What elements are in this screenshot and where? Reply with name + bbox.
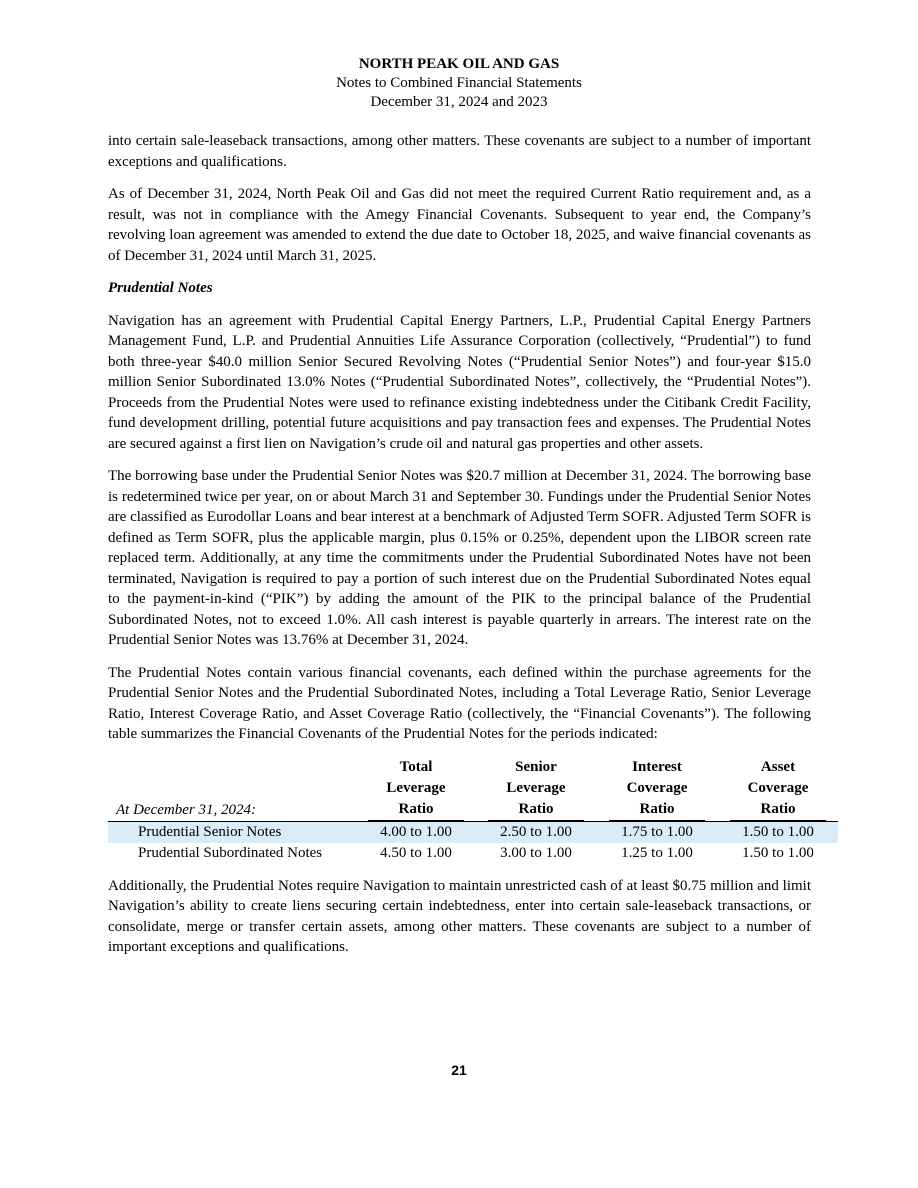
column-header-total-line3 <box>356 799 476 822</box>
page-body <box>108 131 814 970</box>
paragraph-borrowing-base: The borrowing base under the Prudential Senior Notes was $20.7 million at December 31, 2024. The borrowing base is redetermined twice per year, on or about March 31 and September 30. Fundings under the Prudential Senior Notes are classified as Eurodollar Loans and bear interest at a benchmark of Adjusted Term SOFR. Adjusted Term SOFR is defined as Term SOFR, plus the applicable margin, plus 0.15% or 0.25%, dependent upon the LIBOR screen rate replaced term. Additionally, at any time the commitments under the Prudential Subordinated Notes have not been terminated, Navigation is required to pay a portion of such interest due on the Prudential Subordinated Notes equal to the payment-in-kind (“PIK”) by adding the amount of the PIK to the principal balance of the Prudential Subordinated Notes, not to exceed 1.0%. All cash interest is payable quarterly in arrears. The interest rate on the Prudential Senior Notes was 13.76% at December 31, 2024. <box>108 468 811 648</box>
column-header-senior-line2: Leverage <box>506 779 566 796</box>
table-cell: 1.25 to 1.00 <box>621 844 693 861</box>
column-header-asset-line2: Coverage <box>747 779 809 796</box>
statement-subtitle: Notes to Combined Financial Statements <box>336 75 582 91</box>
section-heading-prudential-notes: Prudential Notes <box>108 280 213 296</box>
column-header-senior-line1: Senior <box>515 758 557 775</box>
paragraph-financial-covenants: The Prudential Notes contain various financial covenants, each defined within the purchase agreements for the Prudential Senior Notes and the Prudential Subordinated Notes, including a Total Leverage Ratio, Senior Leverage Ratio, Interest Coverage Ratio, and Asset Coverage Ratio (collectively, the “Financial Covenants”). The following table summarizes the Financial Covenants of the Prudential Notes for the periods indicated: <box>108 664 811 742</box>
table-cell: 1.75 to 1.00 <box>596 821 718 843</box>
statement-period: December 31, 2024 and 2023 <box>370 94 548 110</box>
column-header-asset-line1: Asset <box>760 758 796 775</box>
table-cell: 1.50 to 1.00 <box>742 844 814 861</box>
financial-covenants-table <box>108 757 838 864</box>
table-header-blank <box>108 757 356 778</box>
paragraph-prudential-agreement: Navigation has an agreement with Prudential Capital Energy Partners, L.P., Prudential Capital Energy Partners Management Fund, L.P. and Prudential Annuities Life Assurance Corporation (collectively, “Prudential”) to fund both three-year $40.0 million Senior Secured Revolving Notes (“Prudential Senior Notes”) and four-year $15.0 million Senior Subordinated 13.0% Notes (“Prudential Subordinated Notes”, collectively, the “Prudential Notes”). Proceeds from the Prudential Notes were used to refinance existing indebtedness under the Citibank Credit Facility, fund development drilling, potential future acquisitions and pay transaction fees and expenses. The Prudential Notes are secured against a first lien on Navigation’s crude oil and natural gas properties and other assets. <box>108 312 811 452</box>
table-header-blank <box>108 778 356 799</box>
column-header-label: Ratio <box>488 799 584 821</box>
page-header <box>0 55 918 112</box>
column-header-label: Ratio <box>368 799 464 821</box>
page-number: 21 <box>451 1062 467 1078</box>
row-label-senior-notes: Prudential Senior Notes <box>108 821 356 843</box>
table-cell: 2.50 to 1.00 <box>476 821 596 843</box>
table-cell: 4.50 to 1.00 <box>380 844 452 861</box>
row-label-subordinated-notes: Prudential Subordinated Notes <box>138 844 323 861</box>
column-header-interest-line3 <box>596 799 718 822</box>
column-header-asset-line3 <box>718 799 838 822</box>
paragraph-additional-covenants: Additionally, the Prudential Notes require Navigation to maintain unrestricted cash of at least $0.75 million and limit Navigation’s ability to create liens securing certain indebtedness, enter into certain sale-leaseback transactions, or consolidate, merge or transfer certain assets, among other matters. These covenants are subject to a number of important exceptions and qualifications. <box>108 877 811 955</box>
table-cell: 4.00 to 1.00 <box>356 821 476 843</box>
table-row-header-date: At December 31, 2024: <box>116 801 256 818</box>
column-header-label: Ratio <box>609 799 705 821</box>
paragraph-amegy-compliance: As of December 31, 2024, North Peak Oil and Gas did not meet the required Current Ratio requirement and, as a result, was not in compliance with the Amegy Financial Covenants. Subsequent to year end, the Company’s revolving loan agreement was amended to extend the due date to October 18, 2025, and waive financial covenants as of December 31, 2024 until March 31, 2025. <box>108 186 811 264</box>
column-header-senior-line3 <box>476 799 596 822</box>
company-name: NORTH PEAK OIL AND GAS <box>358 56 560 72</box>
column-header-interest-line1: Interest <box>632 758 682 775</box>
column-header-total-line1: Total <box>399 758 433 775</box>
column-header-label: Ratio <box>730 799 826 821</box>
table-cell: 3.00 to 1.00 <box>500 844 572 861</box>
table-row <box>108 821 838 843</box>
paragraph-continuation: into certain sale-leaseback transactions, among other matters. These covenants are subject to a number of important exceptions and qualifications. <box>108 133 811 170</box>
table-row <box>108 843 838 864</box>
table-cell: 1.50 to 1.00 <box>718 821 838 843</box>
column-header-interest-line2: Coverage <box>626 779 688 796</box>
column-header-total-line2: Leverage <box>386 779 446 796</box>
